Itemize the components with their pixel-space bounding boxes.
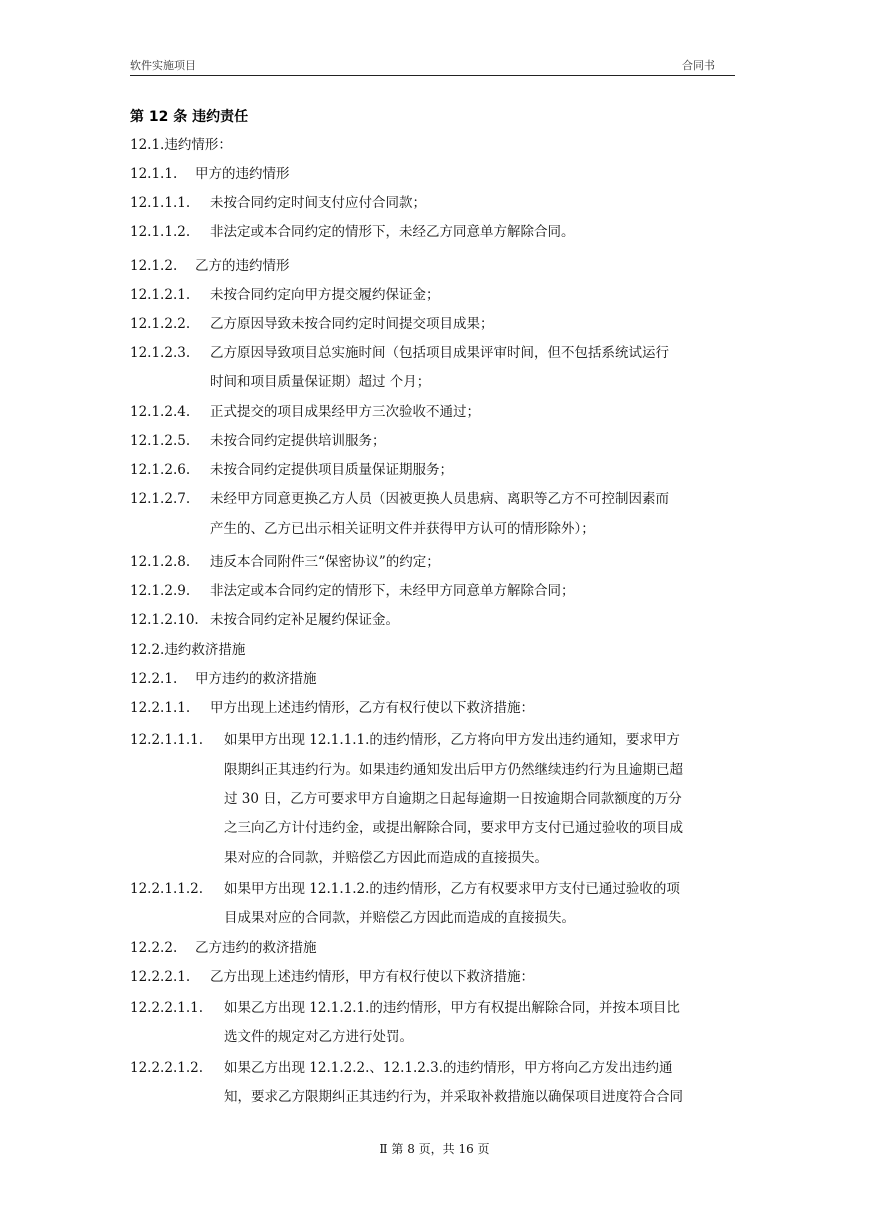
- clause-text: 非法定或本合同约定的情形下，未经乙方同意单方解除合同。: [210, 224, 575, 240]
- clause-text: 乙方原因导致未按合同约定时间提交项目成果；: [210, 316, 494, 332]
- clause-number: 12.1.1.2.: [130, 224, 191, 240]
- clause-text: 产生的、乙方已出示相关证明文件并获得甲方认可的情形除外）；: [210, 521, 595, 537]
- header-document-type: 合同书: [682, 59, 715, 72]
- clause-number: 12.1.2.10.: [130, 612, 199, 628]
- clause-text: 乙方出现上述违约情形，甲方有权行使以下救济措施：: [210, 969, 534, 985]
- clause-number: 12.2.1.1.: [130, 700, 191, 716]
- clause-text: 甲方出现上述违约情形，乙方有权行使以下救济措施：: [210, 700, 534, 716]
- clause-text: 如果甲方出现 12.1.1.1.的违约情形，乙方将向甲方发出违约通知，要求甲方: [224, 732, 680, 748]
- clause-text: 甲方的违约情形: [195, 166, 290, 182]
- clause-text: 乙方原因导致项目总实施时间（包括项目成果评审时间，但不包括系统试运行: [210, 345, 669, 361]
- clause-text: 选文件的规定对乙方进行处罚。: [224, 1029, 413, 1045]
- clause-number: 12.2.违约救济措施: [130, 642, 246, 658]
- clause-number: 12.2.1.1.1.: [130, 732, 203, 748]
- page-footer: Ⅱ 第 8 页，共 16 页: [379, 1142, 490, 1156]
- clause-number: 12.1.2.6.: [130, 462, 191, 478]
- clause-number: 12.1.1.1.: [130, 195, 191, 211]
- clause-text: 未按合同约定提供项目质量保证期服务；: [210, 462, 453, 478]
- clause-text: 限期纠正其违约行为。如果违约通知发出后甲方仍然继续违约行为且逾期已超: [224, 762, 683, 778]
- clause-text: 之三向乙方计付违约金，或提出解除合同，要求甲方支付已通过验收的项目成: [224, 820, 683, 836]
- clause-number: 12.1.2.1.: [130, 287, 191, 303]
- clause-number: 12.1.2.5.: [130, 433, 191, 449]
- clause-text: 未按合同约定时间支付应付合同款；: [210, 195, 426, 211]
- clause-text: 未按合同约定提供培训服务；: [210, 433, 386, 449]
- clause-text: 目成果对应的合同款，并赔偿乙方因此而造成的直接损失。: [224, 910, 575, 926]
- clause-text: 甲方违约的救济措施: [195, 671, 317, 687]
- clause-number: 12.1.2.8.: [130, 554, 191, 570]
- clause-number: 12.2.1.1.2.: [130, 881, 203, 897]
- header-project-name: 软件实施项目: [130, 59, 196, 72]
- clause-number: 12.1.违约情形：: [130, 137, 232, 153]
- clause-number: 12.2.2.1.: [130, 969, 191, 985]
- clause-text: 非法定或本合同约定的情形下，未经甲方同意单方解除合同；: [210, 583, 575, 599]
- clause-text: 果对应的合同款，并赔偿乙方因此而造成的直接损失。: [224, 850, 548, 866]
- clause-number: 12.2.2.1.2.: [130, 1060, 203, 1076]
- clause-number: 12.1.2.9.: [130, 583, 191, 599]
- clause-text: 未按合同约定补足履约保证金。: [210, 612, 399, 628]
- clause-text: 时间和项目质量保证期）超过 个月；: [210, 374, 431, 390]
- clause-text: 如果乙方出现 12.1.2.1.的违约情形，甲方有权提出解除合同，并按本项目比: [224, 1000, 680, 1016]
- clause-number: 12.1.1.: [130, 166, 178, 182]
- clause-number: 12.1.2.: [130, 258, 178, 274]
- clause-text: 正式提交的项目成果经甲方三次验收不通过；: [210, 404, 480, 420]
- clause-number: 12.2.2.1.1.: [130, 1000, 203, 1016]
- clause-text: 未经甲方同意更换乙方人员（因被更换人员患病、离职等乙方不可控制因素而: [210, 491, 669, 507]
- clause-number: 12.1.2.3.: [130, 345, 191, 361]
- clause-number: 12.1.2.7.: [130, 491, 191, 507]
- clause-text: 乙方违约的救济措施: [195, 940, 317, 956]
- clause-number: 12.2.2.: [130, 940, 178, 956]
- clause-text: 违反本合同附件三“保密协议”的约定；: [210, 554, 440, 570]
- clause-text: 如果甲方出现 12.1.1.2.的违约情形，乙方有权要求甲方支付已通过验收的项: [224, 881, 680, 897]
- clause-text: 如果乙方出现 12.1.2.2.、12.1.2.3.的违约情形，甲方将向乙方发出违约通: [224, 1060, 673, 1076]
- clause-text: 知，要求乙方限期纠正其违约行为，并采取补救措施以确保项目进度符合合同: [224, 1089, 683, 1105]
- clause-text: 乙方的违约情形: [195, 258, 290, 274]
- clause-number: 12.1.2.2.: [130, 316, 191, 332]
- clause-number: 12.1.2.4.: [130, 404, 191, 420]
- clause-text: 过 30 日，乙方可要求甲方自逾期之日起每逾期一日按逾期合同款额度的万分: [224, 791, 682, 807]
- clause-text: 未按合同约定向甲方提交履约保证金；: [210, 287, 440, 303]
- section-title: 第 12 条 违约责任: [130, 109, 249, 125]
- clause-number: 12.2.1.: [130, 671, 178, 687]
